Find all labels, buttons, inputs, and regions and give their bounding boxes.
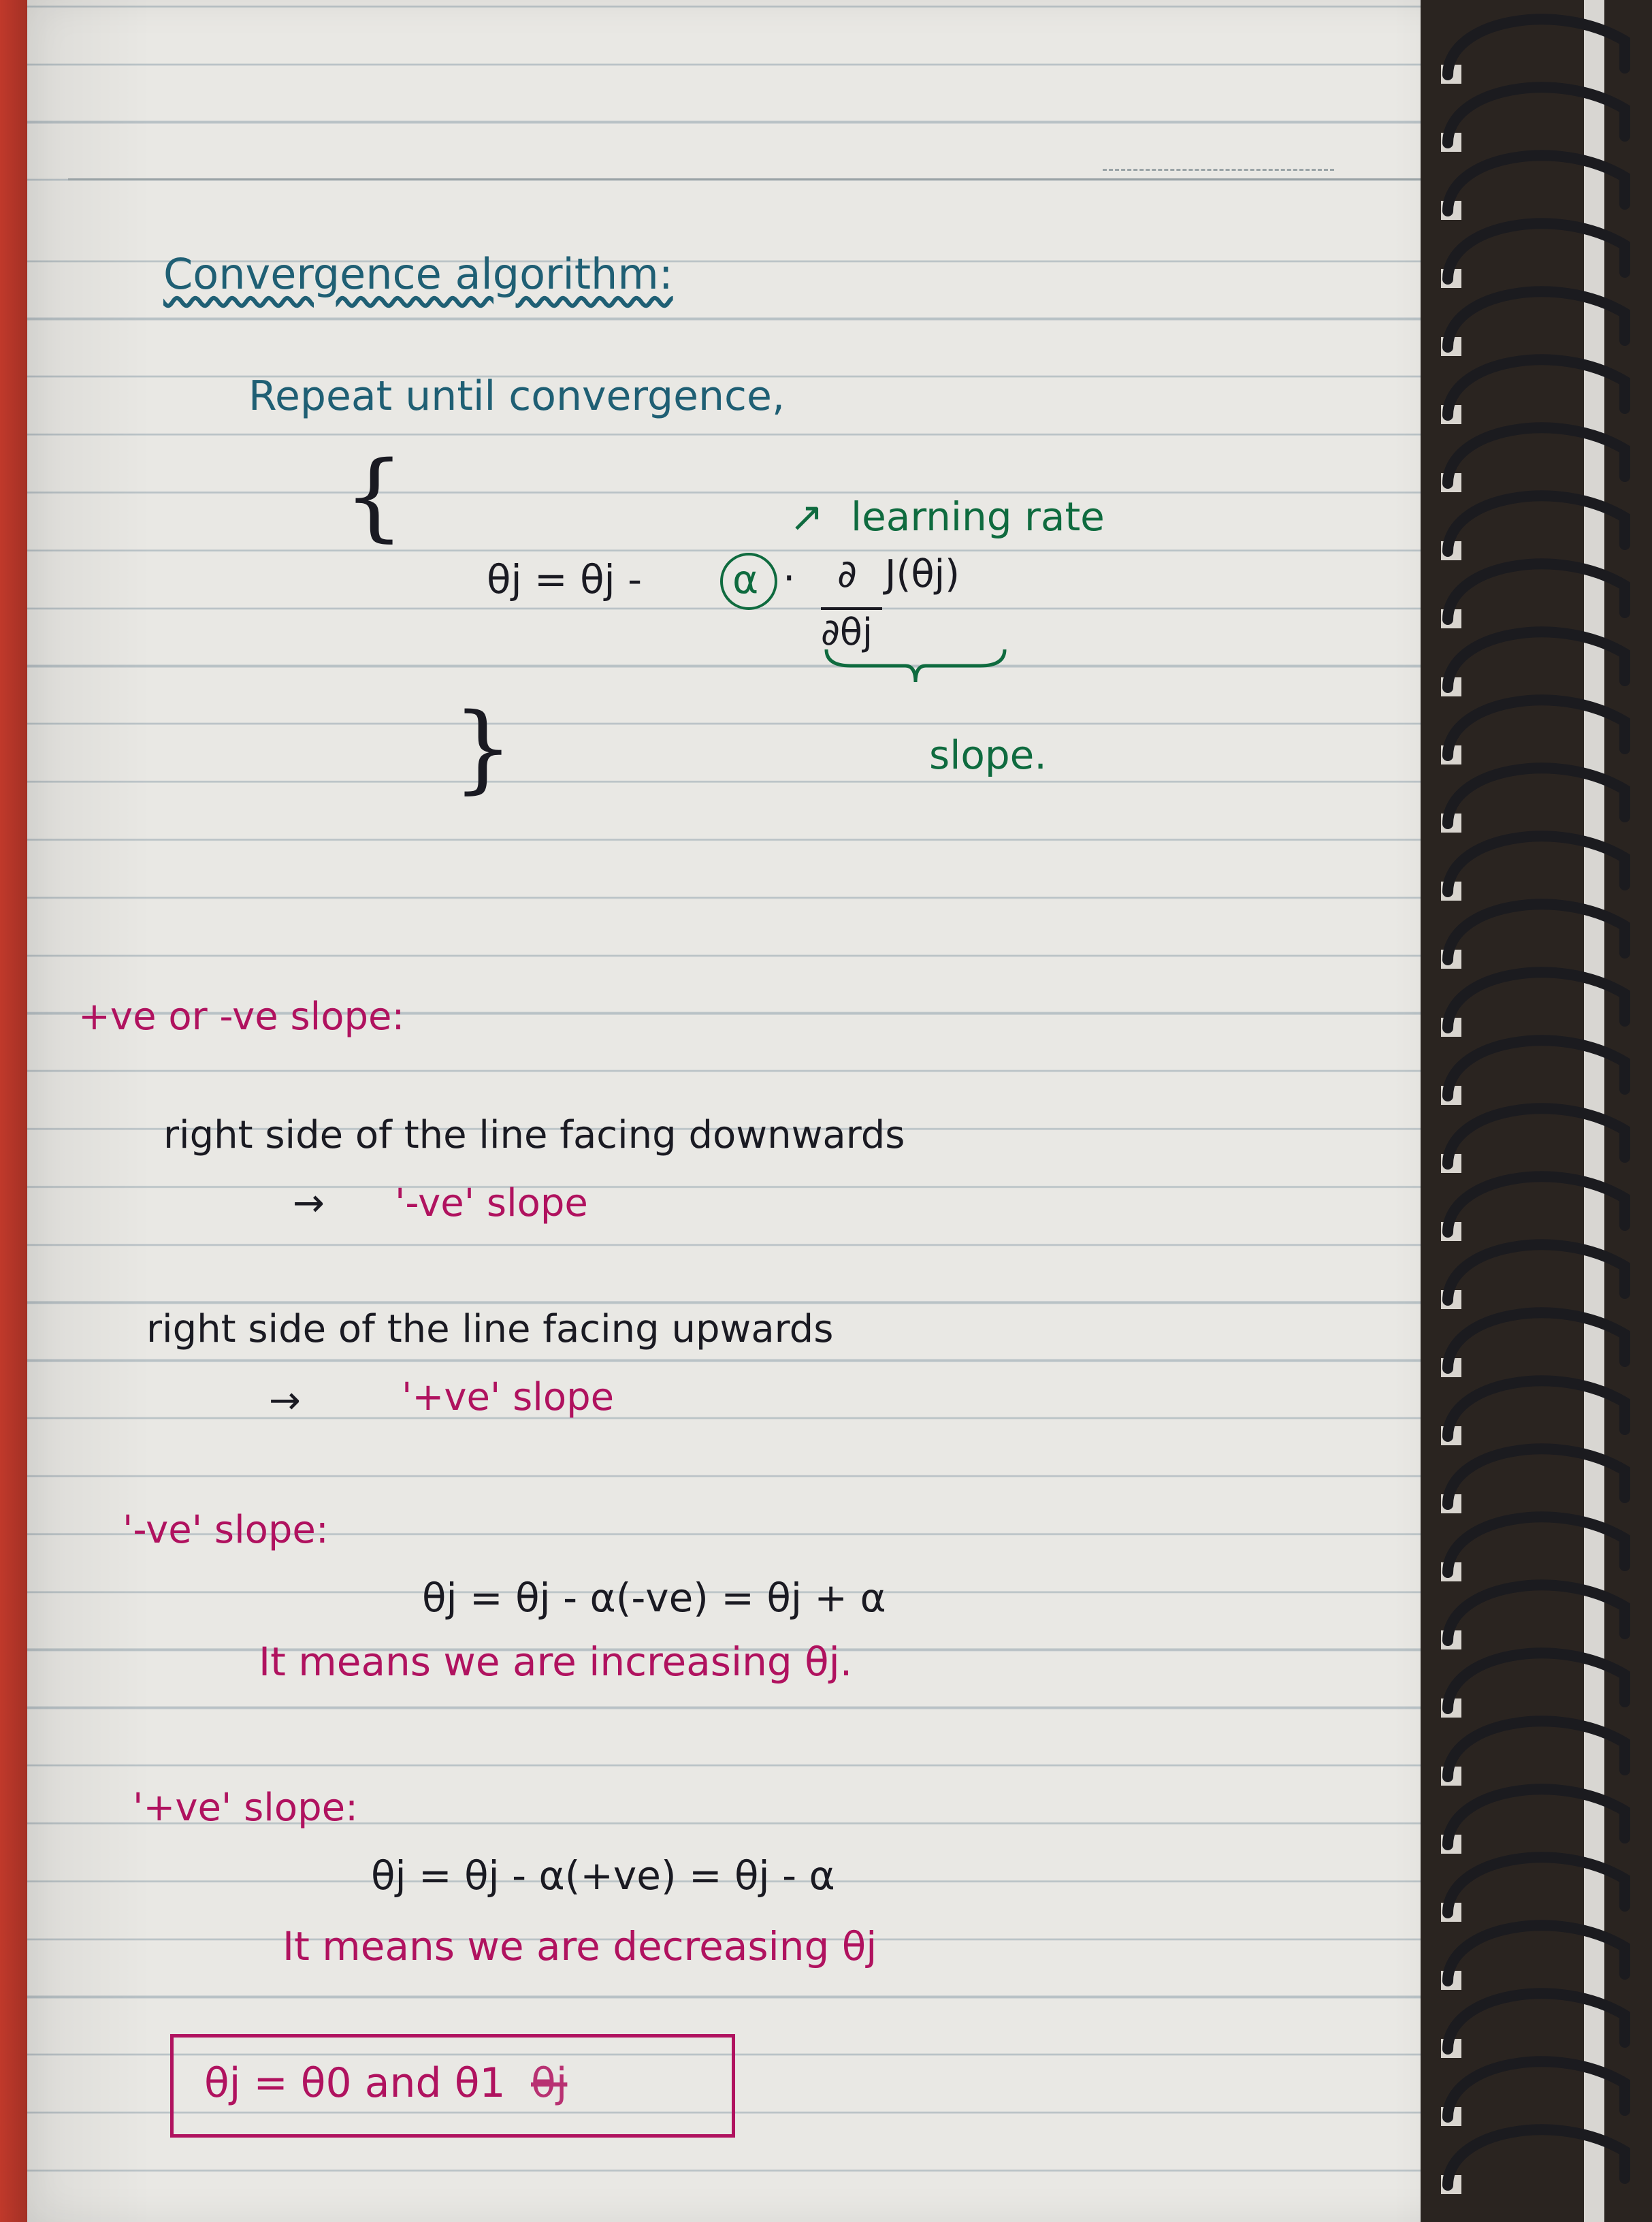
negative-slope-result: '-ve' slope <box>395 1181 588 1225</box>
partial-denominator: ∂θj <box>821 611 873 654</box>
slope-section-title: +ve or -ve slope: <box>78 995 405 1039</box>
update-rule-lhs: θj = θj - <box>487 556 643 602</box>
date-field-lines <box>1103 169 1334 173</box>
partial-numerator: ∂ <box>837 552 857 596</box>
rule-line-downwards: right side of the line facing downwards <box>163 1113 905 1157</box>
arrow-upwards: → <box>269 1379 301 1423</box>
close-brace: } <box>453 693 514 804</box>
alpha-symbol: α <box>732 556 759 602</box>
negative-case-meaning: It means we are increasing θj. <box>259 1639 853 1685</box>
positive-case-meaning: It means we are decreasing θj <box>282 1923 877 1969</box>
slope-annotation: slope. <box>929 732 1047 778</box>
fraction-bar <box>821 607 882 610</box>
multiply-dot: · <box>783 555 796 601</box>
repeat-until-convergence: Repeat until convergence, <box>248 372 785 420</box>
negative-case-title: '-ve' slope: <box>123 1508 329 1552</box>
learning-rate-arrow: ↗ <box>790 494 824 541</box>
struck-out-theta: θj <box>531 2059 568 2107</box>
spiral-binding <box>1421 0 1652 2222</box>
page-title: Convergence algorithm: <box>163 249 673 299</box>
positive-case-title: '+ve' slope: <box>133 1786 358 1830</box>
page-top-rule <box>68 178 1423 180</box>
open-brace: { <box>344 441 405 552</box>
positive-case-equation: θj = θj - α(+ve) = θj - α <box>371 1852 835 1899</box>
rule-line-upwards: right side of the line facing upwards <box>146 1307 834 1351</box>
positive-slope-result: '+ve' slope <box>402 1375 615 1419</box>
cost-function: J(θj) <box>885 552 960 596</box>
slope-underbrace <box>824 645 1007 686</box>
boxed-note-text: θj = θ0 and θ1 <box>204 2059 506 2107</box>
learning-rate-annotation: learning rate <box>851 494 1105 540</box>
arrow-downwards: → <box>293 1181 325 1225</box>
negative-case-equation: θj = θj - α(-ve) = θj + α <box>422 1575 886 1621</box>
